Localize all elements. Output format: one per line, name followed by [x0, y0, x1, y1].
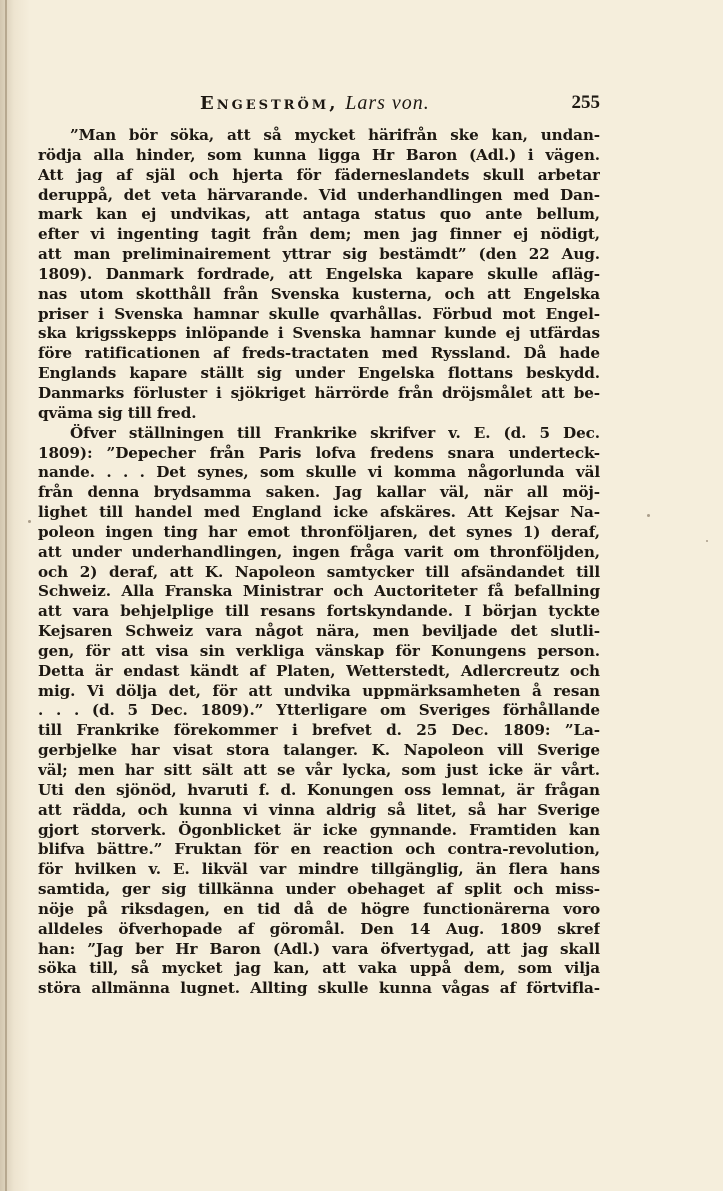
text-line: qväma sig till fred. [38, 403, 197, 422]
text-line: väl; men har sitt sält att se vår lycka, som just icke är vårt. [38, 761, 600, 779]
text-line: nas utom skotthåll från Svenska kusterna, och att Engelska [38, 284, 600, 303]
paper-speck [647, 514, 650, 517]
page-header [38, 92, 600, 120]
text-line: efter vi ingenting tagit från dem; men jag finner ej nödigt, [38, 225, 600, 244]
text-line: 1809). Danmark fordrade, att Engelska kapare skulle afläg- [38, 264, 600, 283]
text-line: ska krigsskepps inlöpande i Svenska hamnar kunde ej utfärdas [38, 324, 600, 343]
text-line: alldeles öfverhopade af göromål. Den 14 Aug. 1809 skref [38, 919, 600, 938]
text-line: gen, för att visa sin verkliga vänskap för Konungens person. [38, 641, 600, 660]
binding-gutter [5, 0, 7, 1191]
text-line: att man preliminairement yttrar sig bestämdt” (den 22 Aug. [38, 245, 600, 264]
text-line: han: ”Jag ber Hr Baron (Adl.) vara öfvertygad, att jag skall [38, 939, 600, 958]
text-line: nöje på riksdagen, en tid då de högre functionärerna voro [38, 899, 600, 918]
text-line: för hvilken v. E. likväl var mindre tillgänglig, än flera hans [38, 860, 600, 879]
paper-speck [706, 540, 708, 542]
running-head-surname: Engeström, [200, 93, 339, 114]
text-line: Englands kapare ställt sig under Engelska flottans beskydd. [38, 364, 600, 383]
body-text [38, 126, 600, 999]
running-head-forename: Lars von. [345, 92, 430, 114]
text-line: . . . (d. 5 Dec. 1809).” Ytterligare om Sveriges förhållande [38, 701, 600, 720]
text-line: att vara behjelplige till resans fortskyndande. I början tyckte [38, 602, 600, 621]
text-line: Uti den sjönöd, hvaruti f. d. Konungen oss lemnat, är frågan [38, 780, 600, 799]
text-line: deruppå, det veta härvarande. Vid underhandlingen med Dan- [38, 185, 600, 204]
text-line: poleon ingen ting har emot thronföljaren, det synes 1) deraf, [38, 522, 600, 541]
text-line: Danmarks förluster i sjökriget härrörde från dröjsmålet att be- [38, 383, 600, 402]
text-line: Kejsaren Schweiz vara något nära, men beviljade det slutli- [38, 622, 600, 641]
text-line: gjort storverk. Ögonblicket är icke gynnande. Framtiden kan [38, 820, 600, 839]
text-line: att under underhandlingen, ingen fråga varit om thronföljden, [38, 542, 600, 561]
text-line: priser i Svenska hamnar skulle qvarhållas. Förbud mot Engel- [38, 304, 600, 323]
text-line: Schweiz. Alla Franska Ministrar och Auctoriteter få befallning [38, 582, 600, 601]
text-line: ”Man bör söka, att så mycket härifrån ske kan, undan- [70, 126, 600, 144]
text-line: Detta är endast kändt af Platen, Wetterstedt, Adlercreutz och [38, 661, 600, 680]
text-line: nande. . . . Det synes, som skulle vi komma någorlunda väl [38, 463, 600, 482]
text-line: Öfver ställningen till Frankrike skrifver v. E. (d. 5 Dec. [70, 423, 600, 442]
text-line: lighet till handel med England icke afskäres. Att Kejsar Na- [38, 503, 600, 522]
running-head [200, 92, 430, 115]
text-line: samtida, ger sig tillkänna under obehaget af split och miss- [38, 880, 600, 899]
text-line: mig. Vi dölja det, för att undvika uppmärksamheten å resan [38, 681, 600, 700]
paper-speck [28, 520, 31, 523]
text-line: och 2) deraf, att K. Napoleon samtycker till afsändandet till [38, 562, 600, 581]
text-line: blifva bättre.” Fruktan för en reaction och contra-revolution, [38, 840, 600, 859]
page-number: 255 [571, 92, 600, 113]
text-line: Att jag af själ och hjerta för fäderneslandets skull arbetar [38, 165, 600, 184]
text-line: gerbjelke har visat stora talanger. K. Napoleon vill Sverige [38, 741, 600, 760]
text-line: från denna brydsamma saken. Jag kallar väl, när all möj- [38, 483, 600, 502]
text-line: till Frankrike förekommer i brefvet d. 25 Dec. 1809: ”La- [38, 721, 600, 740]
text-line: före ratificationen af freds-tractaten med Ryssland. Då hade [38, 344, 600, 363]
text-line: att rädda, och kunna vi vinna aldrig så litet, så har Sverige [38, 800, 600, 819]
text-line: rödja alla hinder, som kunna ligga Hr Baron (Adl.) i vägen. [38, 145, 600, 164]
text-line: störa allmänna lugnet. Allting skulle kunna vågas af förtvifla- [38, 979, 600, 998]
text-line: 1809): ”Depecher från Paris lofva fredens snara underteck- [38, 443, 600, 462]
text-line: mark kan ej undvikas, att antaga status quo ante bellum, [38, 205, 600, 224]
text-line: söka till, så mycket jag kan, att vaka uppå dem, som vilja [38, 959, 600, 978]
